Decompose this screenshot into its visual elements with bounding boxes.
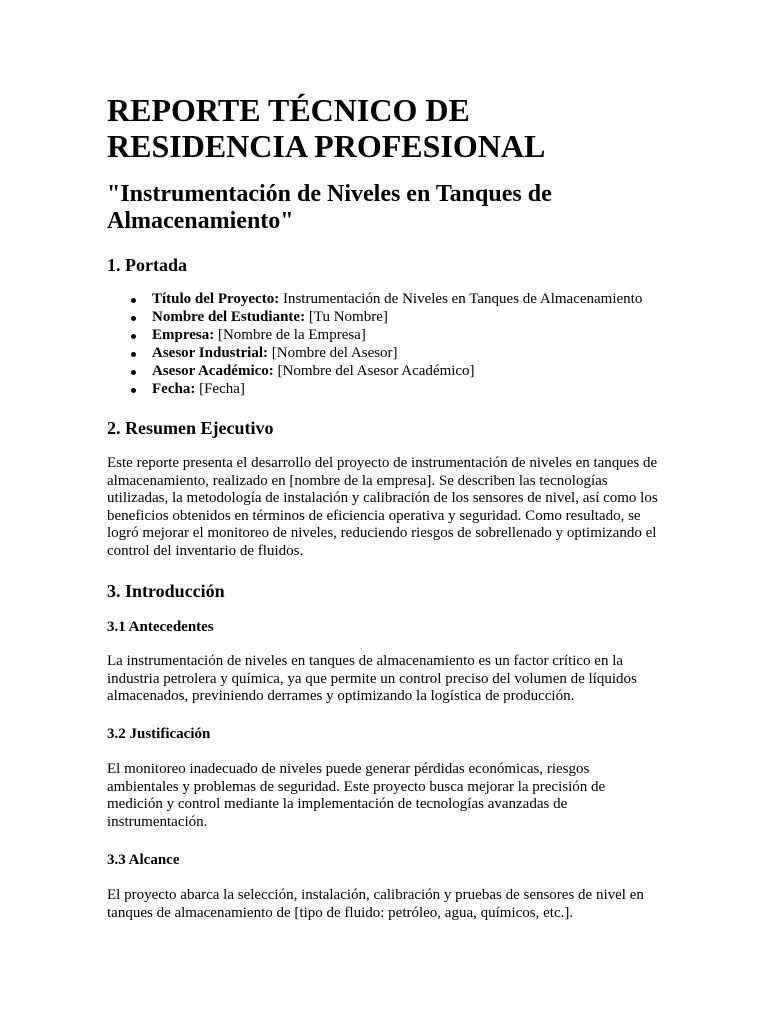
portada-item-value: [Nombre del Asesor Académico] (277, 362, 475, 379)
portada-item-estudiante (107, 309, 642, 327)
bullet-icon (131, 352, 136, 357)
portada-item-value: [Fecha] (199, 380, 245, 397)
portada-item-label: Fecha: (152, 380, 196, 397)
alcance-paragraph: El proyecto abarca la selección, instalación, calibración y pruebas de sensores de nivel en tanques de almacenamiento de [tipo de fluido: petróleo, agua, químicos, etc.]. (107, 887, 644, 921)
section-heading-resumen: 2. Resumen Ejecutivo (107, 418, 274, 438)
portada-item-empresa (107, 327, 642, 345)
portada-item-asesor-industrial (107, 345, 642, 363)
document-title: REPORTE TÉCNICO DE RESIDENCIA PROFESIONAL (107, 92, 546, 164)
bullet-icon (131, 388, 136, 393)
portada-item-label: Asesor Industrial: (152, 344, 268, 361)
subsection-heading-antecedentes: 3.1 Antecedentes (107, 619, 214, 635)
portada-item-label: Empresa: (152, 326, 215, 343)
bullet-icon (131, 370, 136, 375)
portada-item-fecha (107, 381, 642, 399)
portada-item-label: Título del Proyecto: (152, 291, 280, 307)
antecedentes-paragraph: La instrumentación de niveles en tanques de almacenamiento es un factor crítico en la industria petrolera y química, ya que permite un control preciso del volumen de líquidos almacenados, previniendo derrames y optimizando la logística de producción. (107, 653, 637, 705)
portada-item-value: [Tu Nombre] (308, 308, 388, 325)
portada-list (107, 291, 642, 398)
portada-item-titulo (107, 291, 642, 309)
resumen-paragraph: Este reporte presenta el desarrollo del proyecto de instrumentación de niveles en tanques de almacenamiento, realizado en [nombre de la empresa]. Se describen las tecnologías utilizadas, la metodología de instalación y calibración de los sensores de nivel, así como los beneficios obtenidos en términos de eficiencia operativa y seguridad. Como resultado, se logró mejorar el monitoreo de niveles, reduciendo riesgos de sobrellenado y optimizando el control del inventario de fluidos. (107, 455, 658, 559)
bullet-icon (131, 316, 136, 321)
portada-item-value: [Nombre del Asesor] (271, 344, 398, 361)
portada-item-value: Instrumentación de Niveles en Tanques de Almacenamiento (282, 291, 643, 307)
portada-item-label: Asesor Académico: (152, 362, 274, 379)
section-heading-introduccion: 3. Introducción (107, 581, 225, 601)
bullet-icon (131, 334, 136, 339)
subsection-heading-alcance: 3.3 Alcance (107, 852, 180, 868)
bullet-icon (131, 298, 136, 303)
portada-item-value: [Nombre de la Empresa] (217, 326, 366, 343)
document-subtitle: "Instrumentación de Niveles en Tanques de Almacenamiento" (107, 181, 552, 234)
subsection-heading-justificacion: 3.2 Justificación (107, 726, 211, 742)
section-heading-portada: 1. Portada (107, 255, 187, 275)
portada-item-label: Nombre del Estudiante: (152, 308, 306, 325)
portada-item-asesor-academico (107, 363, 642, 381)
justificacion-paragraph: El monitoreo inadecuado de niveles puede generar pérdidas económicas, riesgos ambientales y problemas de seguridad. Este proyecto busca mejorar la precisión de medición y control mediante la implementación de tecnologías avanzadas de instrumentación. (107, 761, 606, 830)
